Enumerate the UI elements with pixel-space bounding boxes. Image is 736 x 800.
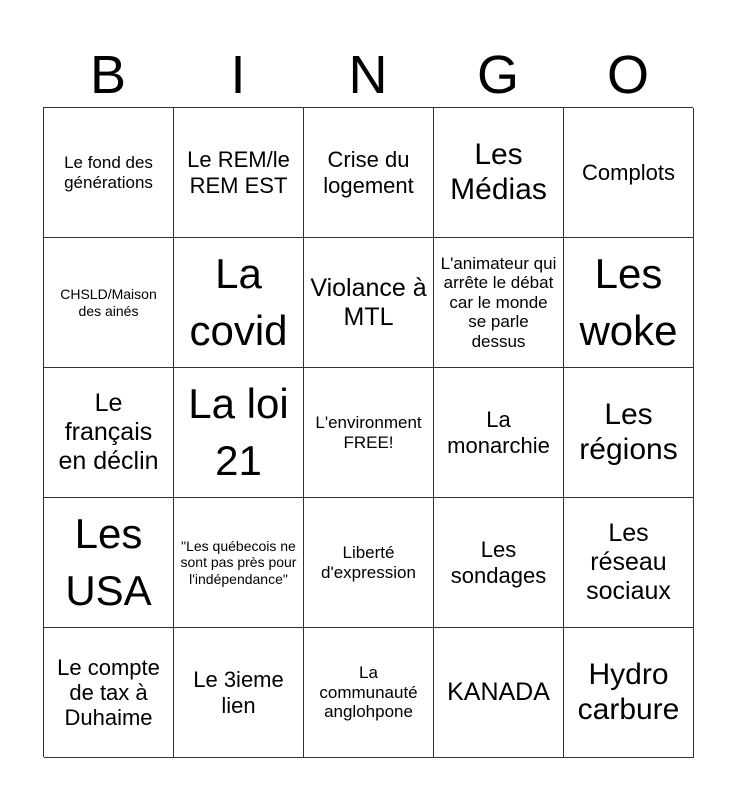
bingo-cell[interactable]: Liberté d'expression <box>304 498 434 628</box>
bingo-grid <box>43 107 693 757</box>
header-letter-o: O <box>606 45 649 105</box>
bingo-cell[interactable]: KANADA <box>434 628 564 758</box>
bingo-cell[interactable]: Le REM/le REM EST <box>174 108 304 238</box>
header-letter-i: I <box>230 45 246 105</box>
bingo-cell[interactable]: Complots <box>564 108 694 238</box>
bingo-cell[interactable]: Le 3ieme lien <box>174 628 304 758</box>
bingo-cell[interactable]: Les réseau sociaux <box>564 498 694 628</box>
bingo-cell[interactable]: Les USA <box>44 498 174 628</box>
bingo-cell[interactable]: Le fond des générations <box>44 108 174 238</box>
bingo-cell[interactable]: CHSLD/Maison des ainés <box>44 238 174 368</box>
bingo-cell[interactable]: Violance à MTL <box>304 238 434 368</box>
bingo-cell[interactable]: La covid <box>174 238 304 368</box>
header-letter-n: N <box>348 45 388 105</box>
bingo-cell[interactable]: Crise du logement <box>304 108 434 238</box>
bingo-cell[interactable]: Les woke <box>564 238 694 368</box>
bingo-cell[interactable]: "Les québecois ne sont pas près pour l'indépendance" <box>174 498 304 628</box>
bingo-cell[interactable]: Les sondages <box>434 498 564 628</box>
bingo-cell[interactable]: La monarchie <box>434 368 564 498</box>
bingo-cell[interactable]: L'environment FREE! <box>304 368 434 498</box>
bingo-cell[interactable]: L'animateur qui arrête le débat car le monde se parle dessus <box>434 238 564 368</box>
bingo-cell[interactable]: Les Médias <box>434 108 564 238</box>
bingo-cell[interactable]: La loi 21 <box>174 368 304 498</box>
header-letter-b: B <box>89 45 127 105</box>
bingo-cell[interactable]: La communauté anglohpone <box>304 628 434 758</box>
bingo-cell[interactable]: Hydro carbure <box>564 628 694 758</box>
bingo-header <box>43 42 693 108</box>
header-letter-g: G <box>476 45 519 105</box>
bingo-cell[interactable]: Le français en déclin <box>44 368 174 498</box>
bingo-cell[interactable]: Les régions <box>564 368 694 498</box>
bingo-cell[interactable]: Le compte de tax à Duhaime <box>44 628 174 758</box>
